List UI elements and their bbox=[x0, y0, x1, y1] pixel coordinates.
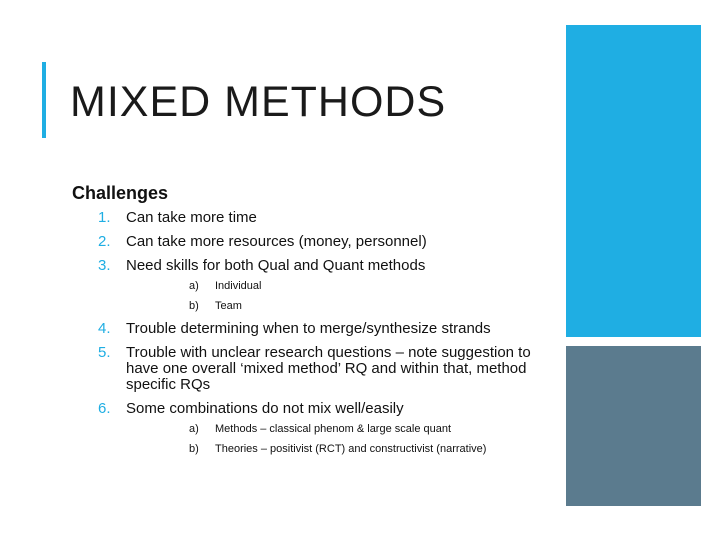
sub-list-letter: a) bbox=[189, 280, 199, 292]
sub-list bbox=[126, 423, 540, 456]
sub-list-text: Theories – positivist (RCT) and constructivist (narrative) bbox=[215, 443, 487, 455]
list-item bbox=[70, 234, 540, 250]
list-number: 3. bbox=[98, 257, 111, 274]
list-item bbox=[70, 321, 540, 337]
slide-title: MIXED METHODS bbox=[70, 78, 447, 126]
sub-list-text: Team bbox=[215, 300, 242, 312]
list-number: 4. bbox=[98, 320, 111, 337]
section-heading: Challenges bbox=[72, 183, 169, 203]
slide-content bbox=[70, 180, 540, 464]
sub-list-item bbox=[126, 280, 540, 293]
list-number: 6. bbox=[98, 400, 111, 417]
list-item-text: Can take more time bbox=[126, 209, 257, 226]
list-item bbox=[70, 401, 540, 456]
list-item-text: Trouble determining when to merge/synthesize strands bbox=[126, 320, 491, 337]
sub-list-letter: b) bbox=[189, 300, 199, 312]
sub-list-letter: b) bbox=[189, 443, 199, 455]
sub-list-item bbox=[126, 423, 540, 436]
list-number: 2. bbox=[98, 233, 111, 250]
decorative-block-blue bbox=[566, 25, 701, 337]
list-item-text: Trouble with unclear research questions – note suggestion to have one overall ‘mixed method’ RQ and within that, method specific RQs bbox=[126, 344, 531, 393]
list-item bbox=[70, 345, 540, 393]
sub-list-item bbox=[126, 443, 540, 456]
list-item-text: Need skills for both Qual and Quant methods bbox=[126, 257, 426, 274]
list-number: 5. bbox=[98, 344, 111, 361]
list-item-text: Can take more resources (money, personnel) bbox=[126, 233, 427, 250]
list-item-text: Some combinations do not mix well/easily bbox=[126, 400, 404, 417]
sub-list-text: Individual bbox=[215, 280, 262, 292]
decorative-block-slate bbox=[566, 346, 701, 506]
title-accent-bar bbox=[42, 62, 46, 138]
list-item bbox=[70, 210, 540, 226]
list-number: 1. bbox=[98, 209, 111, 226]
sub-list-text: Methods – classical phenom & large scale quant bbox=[215, 423, 452, 435]
sub-list-letter: a) bbox=[189, 423, 199, 435]
list-item bbox=[70, 258, 540, 313]
sub-list bbox=[126, 280, 540, 313]
sub-list-item bbox=[126, 300, 540, 313]
